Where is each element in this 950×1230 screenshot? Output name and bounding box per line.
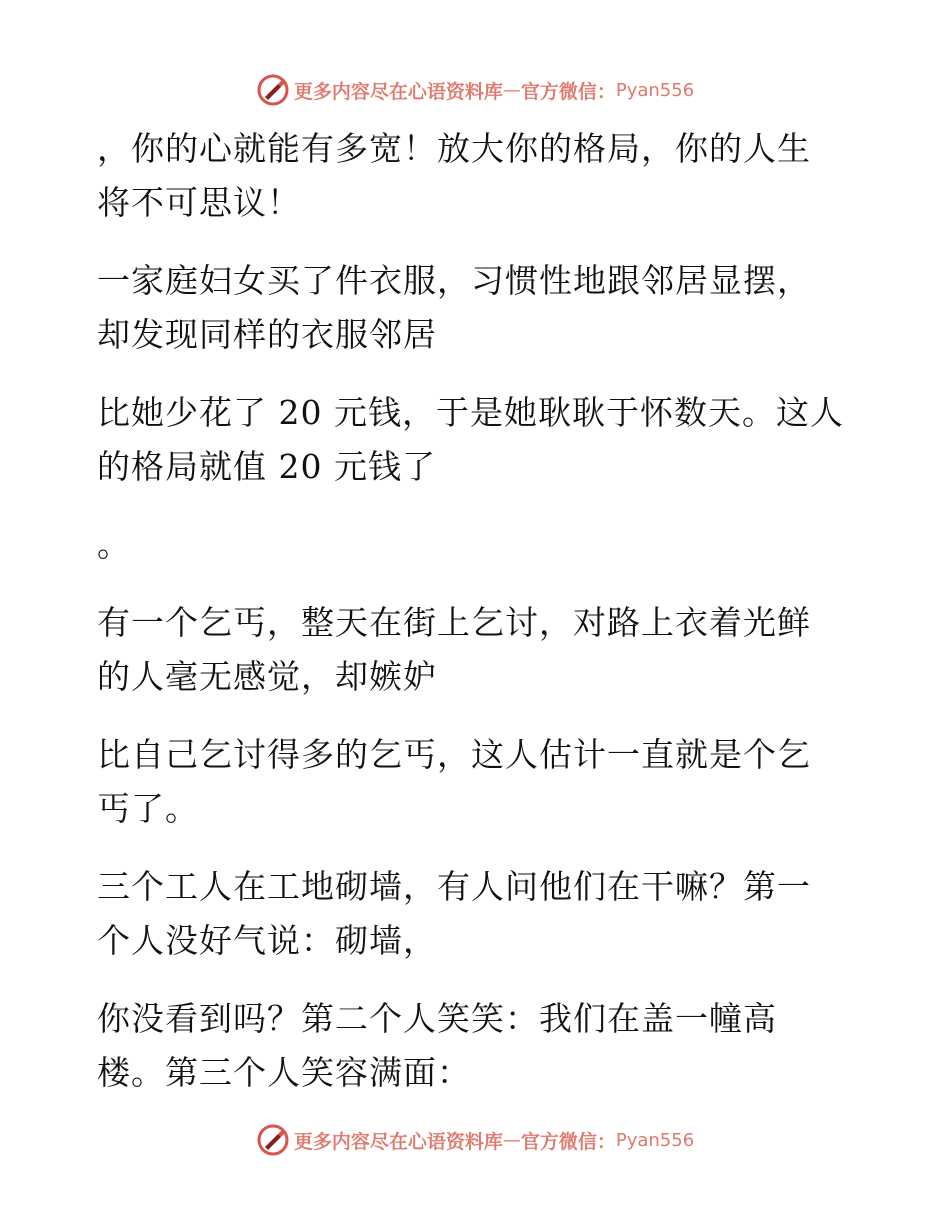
paragraph — [97, 254, 857, 362]
watermark-wechat-label: 官方微信： — [520, 80, 616, 103]
paragraph — [97, 992, 857, 1100]
watermark-main-text: 更多内容尽在心语资料库 — [293, 1130, 503, 1153]
text-line: 却发现同样的衣服邻居 — [97, 315, 437, 354]
paragraph — [97, 860, 857, 968]
text-line: 你没看到吗？第二个人笑笑：我们在盖一幢高 — [97, 999, 777, 1038]
text-line: 丐了。 — [97, 789, 199, 828]
watermark-wechat-id: Pyan556 — [615, 79, 695, 101]
text-line: 一家庭妇女买了件衣服，习惯性地跟邻居显摆， — [97, 261, 811, 300]
text-line: 比她少花了 20 元钱，于是她耿耿于怀数天。这人 — [97, 393, 844, 432]
watermark-wechat-label: 官方微信： — [520, 1130, 616, 1153]
paragraph — [97, 596, 857, 704]
text-line: 三个工人在工地砌墙，有人问他们在干嘛？第一 — [97, 867, 811, 906]
pen-logo-icon — [256, 73, 290, 107]
text-line: 。 — [97, 525, 131, 564]
pen-logo-icon — [256, 1123, 290, 1157]
watermark-dash: — — [502, 79, 521, 101]
paragraph — [97, 122, 857, 230]
text-line: 个人没好气说：砌墙， — [97, 921, 437, 960]
text-line: 楼。第三个人笑容满面： — [97, 1053, 471, 1092]
text-line: 的格局就值 20 元钱了 — [97, 447, 436, 486]
text-line: 将不可思议！ — [97, 183, 301, 222]
footer-watermark — [0, 1120, 950, 1160]
paragraph — [97, 728, 857, 836]
watermark-wechat-id: Pyan556 — [615, 1129, 695, 1151]
paragraph — [97, 518, 857, 572]
document-body — [97, 122, 857, 1124]
header-watermark — [0, 70, 950, 110]
paragraph — [97, 386, 857, 494]
text-line: ，你的心就能有多宽！放大你的格局，你的人生 — [97, 129, 811, 168]
watermark-main-text: 更多内容尽在心语资料库 — [293, 80, 503, 103]
text-line: 的人毫无感觉，却嫉妒 — [97, 657, 437, 696]
text-line: 比自己乞讨得多的乞丐，这人估计一直就是个乞 — [97, 735, 811, 774]
text-line: 有一个乞丐，整天在街上乞讨，对路上衣着光鲜 — [97, 603, 811, 642]
watermark-dash: — — [502, 1129, 521, 1151]
